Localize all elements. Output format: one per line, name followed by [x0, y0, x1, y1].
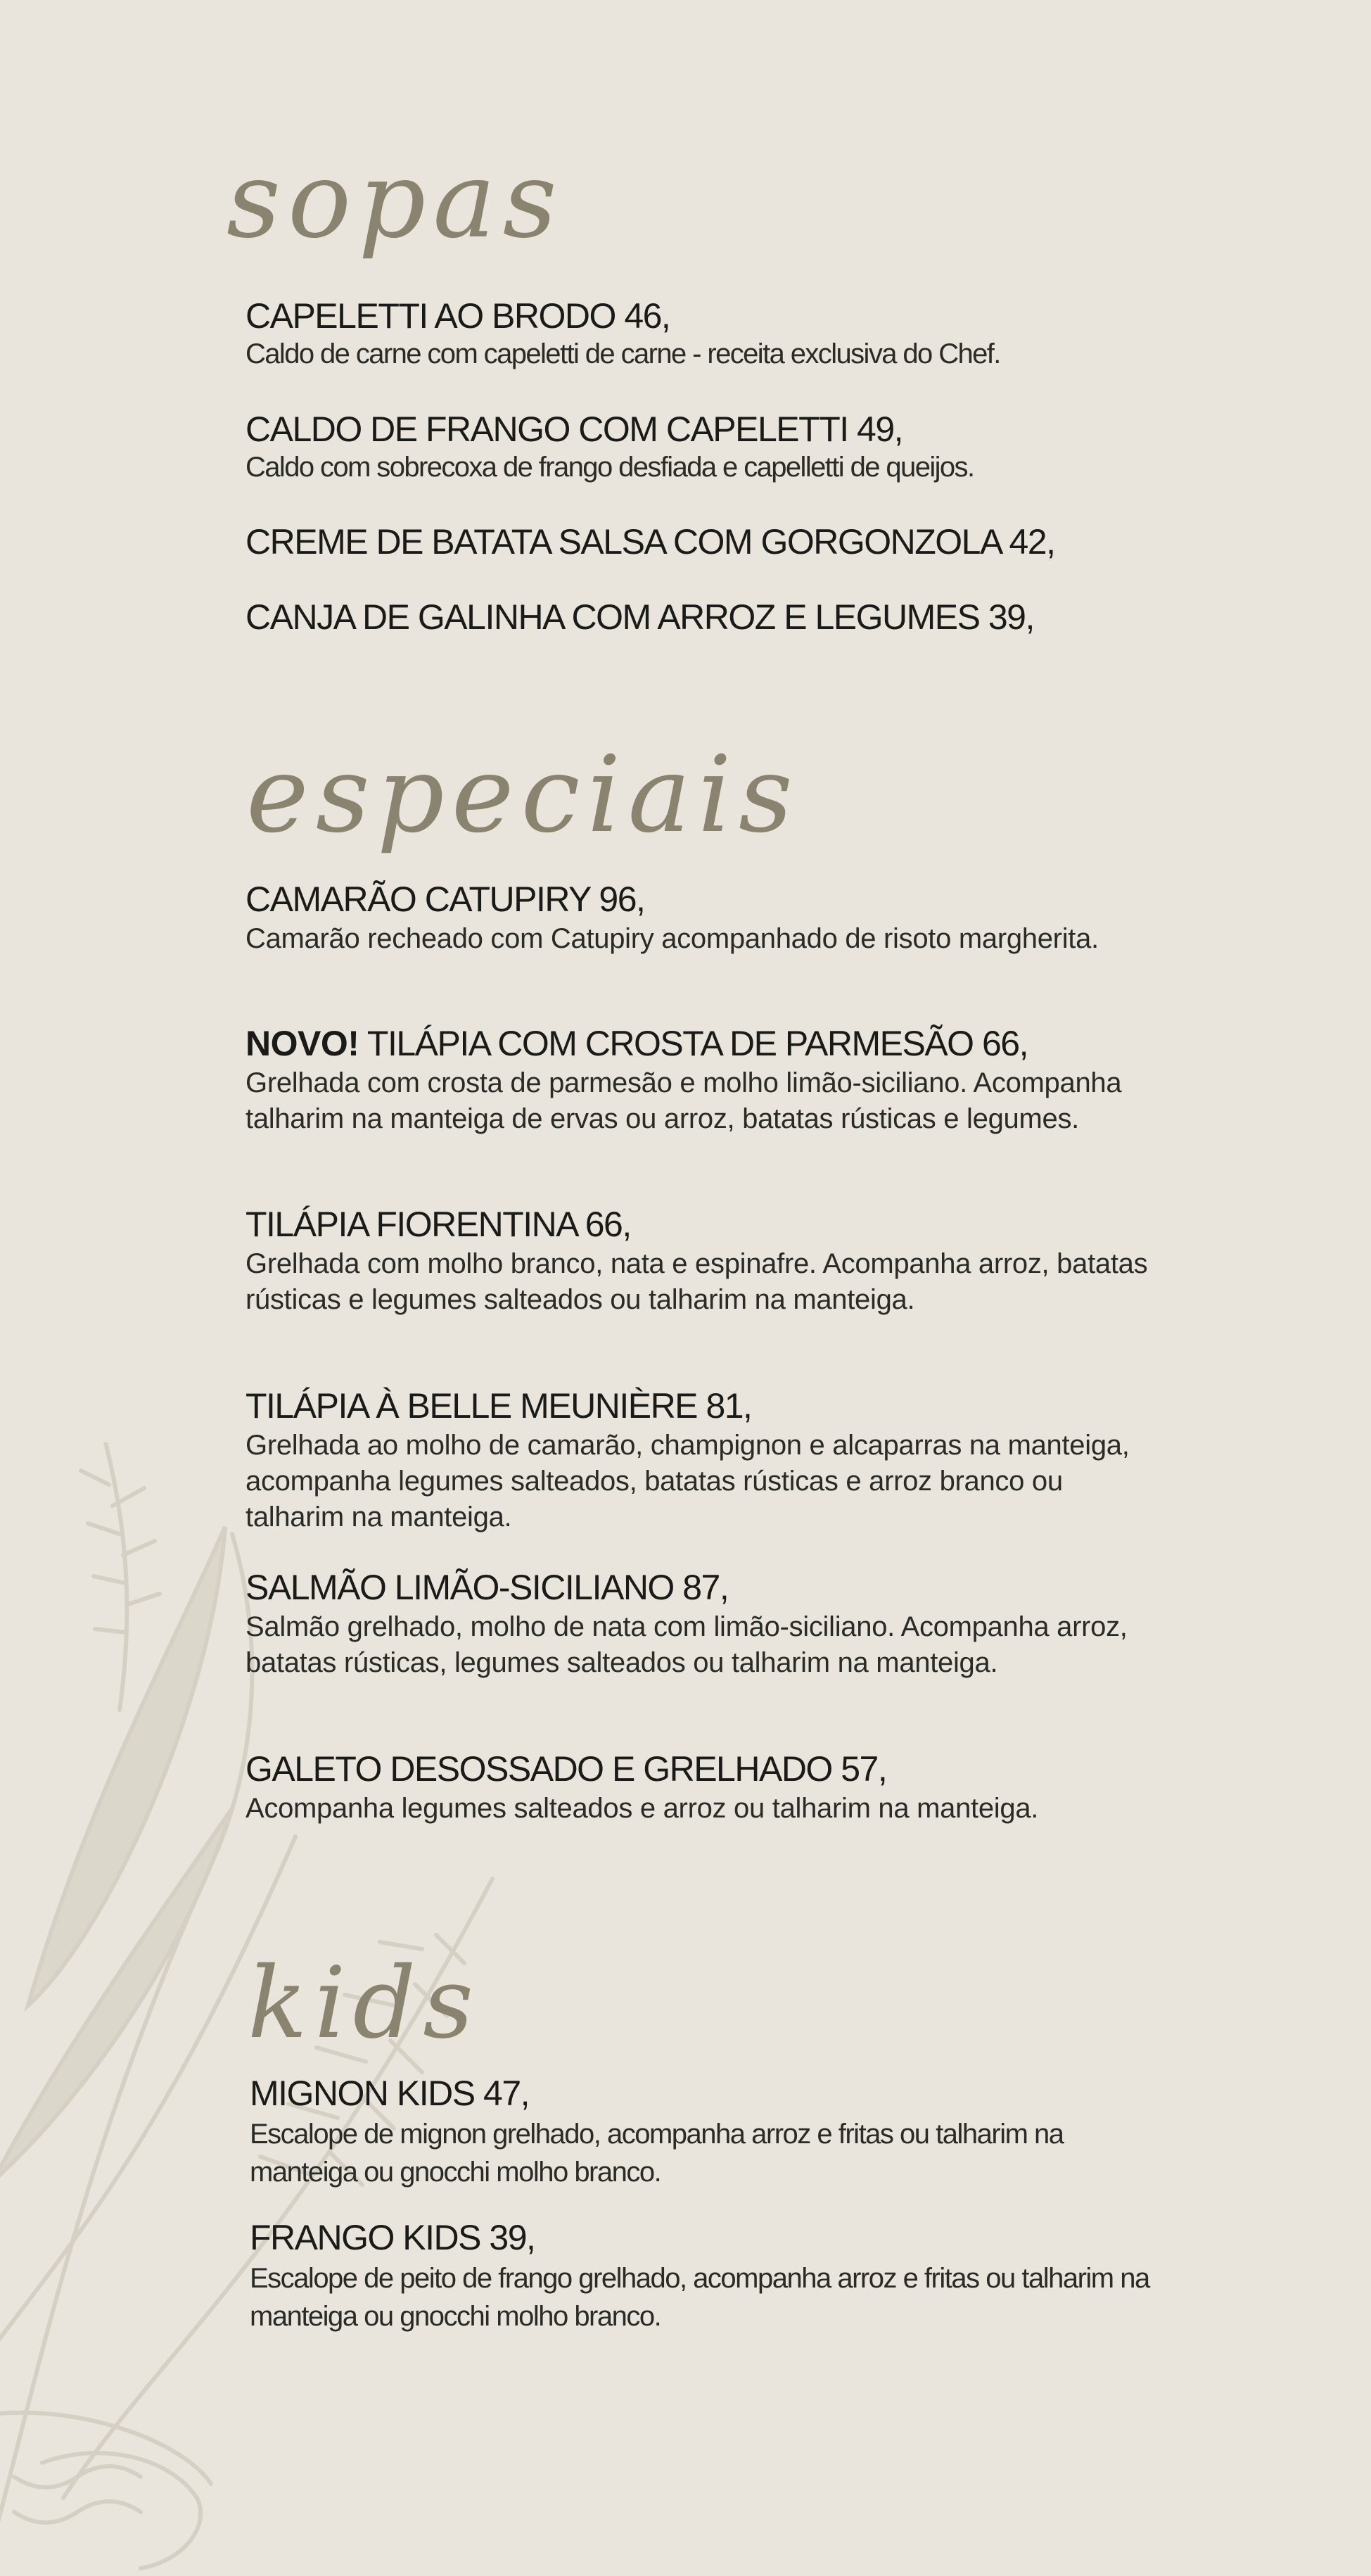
- menu-item: [245, 407, 1160, 483]
- menu-item-title: [245, 520, 1160, 564]
- menu-item-title: [245, 294, 1160, 338]
- menu-item-title: [245, 1203, 1160, 1246]
- menu-item-price: 66,: [585, 1205, 631, 1244]
- menu-item-description: Caldo com sobrecoxa de frango desfiada e capelletti de queijos.: [245, 452, 974, 483]
- menu-item-title: [250, 2071, 1164, 2115]
- menu-item: [245, 1203, 1160, 1318]
- menu-item-name: GALETO DESOSSADO E GRELHADO: [245, 1749, 832, 1789]
- menu-item-price: 42,: [1009, 522, 1055, 561]
- menu-item-name: SALMÃO LIMÃO-SICILIANO: [245, 1568, 674, 1607]
- menu-item-description: Grelhada com crosta de parmesão e molho limão-siciliano. Acompanha talharim na manteiga de ervas ou arroz, batatas rústicas e legumes.: [245, 1067, 1122, 1134]
- section-title-sopas: sopas: [227, 139, 564, 262]
- menu-item-price: 96,: [599, 880, 645, 919]
- menu-item-title: [245, 1384, 1160, 1428]
- menu-item: [245, 1384, 1160, 1535]
- menu-item-description: Salmão grelhado, molho de nata com limão-siciliano. Acompanha arroz, batatas rústicas, legumes salteados ou talharim na manteiga.: [245, 1611, 1128, 1678]
- menu-item-price: 66,: [981, 1024, 1028, 1063]
- menu-item-description: Acompanha legumes salteados e arroz ou talharim na manteiga.: [245, 1793, 1039, 1824]
- menu-item-title: [245, 877, 1160, 921]
- menu-item-price: 39,: [489, 2218, 535, 2257]
- menu-item: [245, 877, 1160, 957]
- menu-item: [245, 1747, 1160, 1827]
- menu-item: [250, 2071, 1164, 2191]
- menu-item-title: [245, 595, 1160, 639]
- menu-item: [245, 1022, 1160, 1137]
- menu-item-price: 46,: [624, 296, 670, 336]
- menu-item-price: 49,: [857, 410, 903, 449]
- menu-item-description: Grelhada ao molho de camarão, champignon e alcaparras na manteiga, acompanha legumes salteados, batatas rústicas e arroz branco ou talharim na manteiga.: [245, 1430, 1130, 1533]
- menu-item: [245, 595, 1160, 639]
- section-title-kids: kids: [248, 1946, 481, 2061]
- menu-item-title: [245, 1022, 1160, 1065]
- menu-item: [245, 294, 1160, 370]
- menu-item-title: [245, 1566, 1160, 1609]
- menu-item-name: FRANGO KIDS: [250, 2218, 480, 2257]
- menu-item-title: [245, 407, 1160, 451]
- menu-item-description: Grelhada com molho branco, nata e espinafre. Acompanha arroz, batatas rústicas e legumes salteados ou talharim na manteiga.: [245, 1248, 1148, 1315]
- menu-item-name: CANJA DE GALINHA COM ARROZ E LEGUMES: [245, 597, 980, 637]
- new-badge: NOVO!: [245, 1024, 359, 1063]
- menu-item-description: Escalope de mignon grelhado, acompanha arroz e fritas ou talharim na manteiga ou gnocchi molho branco.: [250, 2119, 1064, 2188]
- menu-item-price: 87,: [682, 1568, 729, 1607]
- menu-item-price: 39,: [988, 597, 1034, 637]
- menu-item-title: [245, 1747, 1160, 1791]
- menu-item-price: 81,: [706, 1386, 752, 1426]
- menu-item-description: Caldo de carne com capeletti de carne - receita exclusiva do Chef.: [245, 338, 1000, 369]
- menu-item-name: TILÁPIA COM CROSTA DE PARMESÃO: [366, 1024, 974, 1063]
- menu-item-description: Camarão recheado com Catupiry acompanhado de risoto margherita.: [245, 923, 1099, 954]
- menu-item-name: CAPELETTI AO BRODO: [245, 296, 616, 336]
- menu-item-name: TILÁPIA FIORENTINA: [245, 1205, 577, 1244]
- menu-item: [245, 520, 1160, 564]
- menu-item-price: 47,: [483, 2074, 530, 2113]
- menu-item: [245, 1566, 1160, 1681]
- menu-item-name: CREME DE BATATA SALSA COM GORGONZOLA: [245, 522, 1001, 561]
- menu-item-name: CAMARÃO CATUPIRY: [245, 880, 590, 919]
- menu-item-name: MIGNON KIDS: [250, 2074, 475, 2113]
- menu-item: [250, 2216, 1164, 2335]
- menu-item-description: Escalope de peito de frango grelhado, acompanha arroz e fritas ou talharim na manteiga ou gnocchi molho branco.: [250, 2263, 1149, 2332]
- menu-item-title: [250, 2216, 1164, 2259]
- menu-item-name: TILÁPIA À BELLE MEUNIÈRE: [245, 1386, 698, 1426]
- menu-item-price: 57,: [841, 1749, 887, 1789]
- menu-item-name: CALDO DE FRANGO COM CAPELETTI: [245, 410, 848, 449]
- section-title-especiais: especiais: [246, 734, 800, 856]
